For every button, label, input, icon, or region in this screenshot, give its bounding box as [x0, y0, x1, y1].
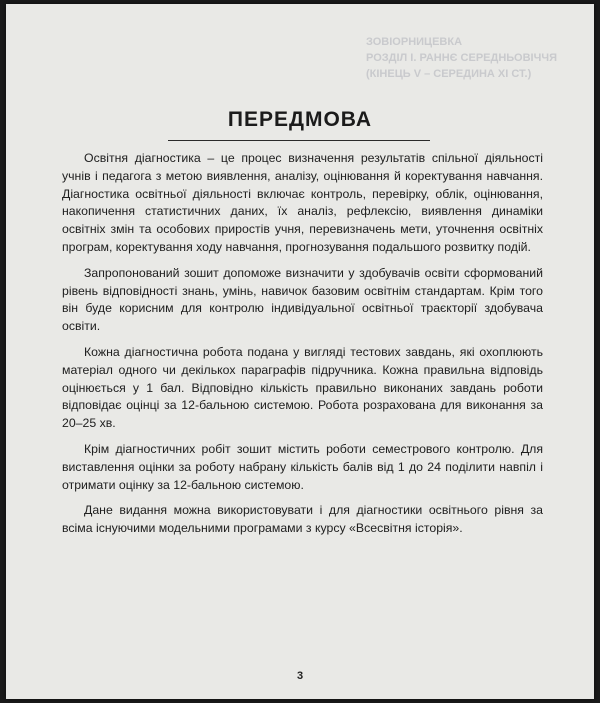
- paragraph: Запропонований зошит допоможе визначити у здобувачів освіти сформований рівень відповідності знань, умінь, навичок базовим освітнім стандартам. Крім того він буде корисним для контролю індивідуальної освітньої траєкторії здобувача освіти.: [62, 265, 543, 334]
- paragraph: Дане видання можна використовувати і для діагностики освітнього рівня за всіма існуючими модельними програмами з курсу «Всесвітня історія».: [62, 503, 543, 536]
- paragraph: Кожна діагностична робота подана у вигляді тестових завдань, які охоплюють матеріал одного чи декількох параграфів підручника. Кожна правильна відповідь оцінюється у 1 бал. Відповідно кількість правильно виконаних завдань роботи відповідає оцінці за 12-бальною системою. Робота розрахована для виконання за 20–25 хв.: [62, 344, 543, 431]
- bleed-through-line: ЗОВІОРНИЦЕВКА: [366, 36, 463, 48]
- bleed-through-line: (КІНЕЦЬ V – СЕРЕДИНА XI СТ.): [366, 68, 532, 80]
- bleed-through-line: РОЗДІЛ І. РАННЄ СЕРЕДНЬОВІЧЧЯ: [366, 52, 557, 64]
- page-title: ПЕРЕДМОВА: [227, 108, 373, 131]
- book-page: [6, 4, 594, 699]
- preface-body: [62, 150, 543, 546]
- paragraph: Освітня діагностика – це процес визначення результатів спільної діяльності учнів і педагога з метою виявлення, аналізу, оцінювання й коректування навчання. Діагностика освітньої діяльності включає контроль, перевірку, облік, оцінювання, накопичення статистичних даних, їх аналіз, рефлексію, виявлення динаміки освітніх змін та особових приростів учня, перевизначень мети, уточнення освітніх програм, коректування ходу навчання, прогнозування подальшого розвитку подій.: [62, 151, 543, 254]
- title-underline: [168, 140, 430, 141]
- paragraph: Крім діагностичних робіт зошит містить роботи семестрового контролю. Для виставлення оцінки за роботу набрану кількість балів від 1 до 24 поділити навпіл і отримати оцінку за 12-бальною системою.: [62, 441, 543, 492]
- page-number: 3: [296, 670, 304, 682]
- bleed-through-text: [366, 34, 566, 82]
